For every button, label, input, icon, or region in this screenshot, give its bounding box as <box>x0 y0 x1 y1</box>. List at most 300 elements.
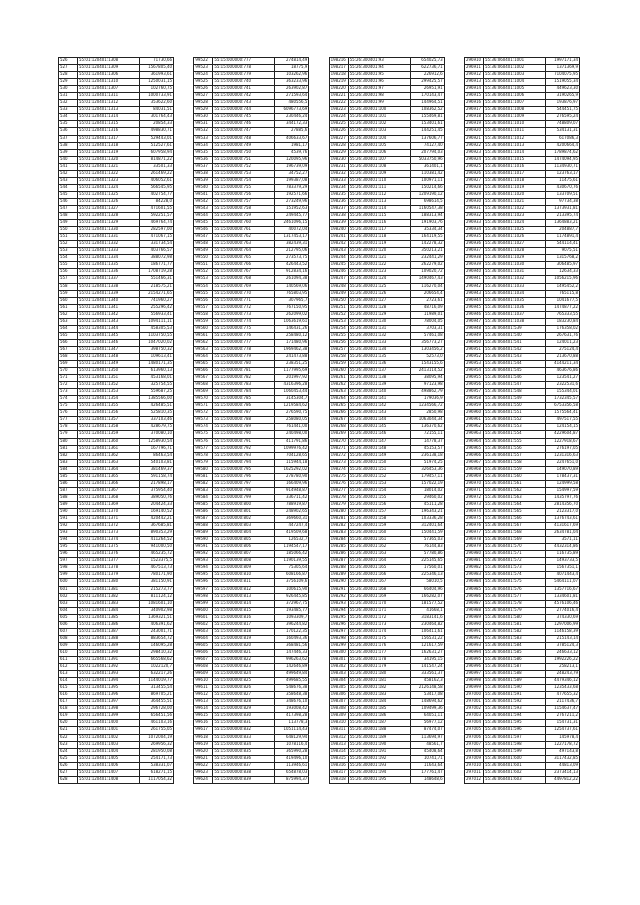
row-number-cell: 99565 <box>194 361 213 368</box>
table-row <box>194 671 309 678</box>
table-row <box>329 593 444 600</box>
cadastral-number-cell: 55:01:120401:1307 <box>78 86 140 93</box>
cadastral-number-cell: 55:01:120401:1351 <box>78 375 140 382</box>
value-cell: 38095,94 <box>410 375 444 382</box>
cadastral-number-cell: 55:36:060401:571 <box>483 551 545 558</box>
row-number-cell: 570 <box>59 368 78 375</box>
row-number-cell: 198268 <box>329 424 348 431</box>
cadastral-number-cell: 55:36:060401:586 <box>483 656 545 663</box>
cadastral-number-cell: 55:36:060401:579 <box>483 607 545 614</box>
value-cell: 1567805,40 <box>140 65 174 72</box>
table-row <box>194 621 309 628</box>
table-row <box>329 438 444 445</box>
value-cell: 1072004,19 <box>140 734 174 741</box>
row-number-cell: 612 <box>59 664 78 671</box>
cadastral-number-cell: 55:36:060401:540 <box>483 332 545 339</box>
value-cell: 890353,29 <box>140 530 174 537</box>
row-number-cell: 296947 <box>464 318 483 325</box>
row-number-cell: 198293 <box>329 600 348 607</box>
row-number-cell: 547 <box>59 205 78 212</box>
value-cell: 1997171,34 <box>545 58 579 65</box>
cadastral-number-cell: 55:01:120401:1323 <box>78 177 140 184</box>
row-number-cell: 296962 <box>464 424 483 431</box>
cadastral-number-cell: 55:15:000000:763 <box>213 241 275 248</box>
cadastral-number-cell: 55:36:060401:601 <box>483 762 545 769</box>
table-row <box>329 107 444 114</box>
table-row <box>194 487 309 494</box>
table-row <box>194 283 309 290</box>
table-row <box>329 699 444 706</box>
value-cell: 618271,15 <box>140 769 174 776</box>
row-number-cell: 99622 <box>194 762 213 769</box>
value-cell: 4576106,46 <box>545 600 579 607</box>
row-number-cell: 99568 <box>194 382 213 389</box>
value-cell: 57365,03 <box>410 537 444 544</box>
row-number-cell: 600 <box>59 579 78 586</box>
table-row <box>329 65 444 72</box>
row-number-cell: 296980 <box>464 551 483 558</box>
cadastral-number-cell: 55:26:300401:133 <box>348 339 410 346</box>
value-cell: 419496,10 <box>275 755 309 762</box>
value-cell: 193008,42 <box>275 706 309 713</box>
row-number-cell: 198251 <box>329 304 348 311</box>
table-row <box>59 58 174 65</box>
row-number-cell: 296938 <box>464 255 483 262</box>
value-cell: 471067,15 <box>140 234 174 241</box>
cadastral-number-cell: 55:36:060401:1007 <box>483 100 545 107</box>
value-cell: 155469,81 <box>410 114 444 121</box>
row-number-cell: 198315 <box>329 755 348 762</box>
row-number-cell: 533 <box>59 107 78 114</box>
cadastral-number-cell: 55:15:000000:817 <box>213 621 275 628</box>
value-cell: 110381,42 <box>410 170 444 177</box>
table-row <box>464 375 579 382</box>
table-row <box>59 699 174 706</box>
value-cell: 566545,95 <box>140 184 174 191</box>
table-row <box>329 283 444 290</box>
row-number-cell: 579 <box>59 431 78 438</box>
cadastral-number-cell: 55:36:060401:552 <box>483 417 545 424</box>
cadastral-number-cell: 55:36:060401:572 <box>483 558 545 565</box>
table-row <box>329 671 444 678</box>
row-number-cell: 198295 <box>329 614 348 621</box>
table-row <box>59 579 174 586</box>
row-number-cell: 296931 <box>464 205 483 212</box>
cadastral-number-cell: 55:26:300401:104 <box>348 135 410 142</box>
cadastral-number-cell: 55:01:120401:1402 <box>78 734 140 741</box>
row-number-cell: 198230 <box>329 156 348 163</box>
table-row <box>329 184 444 191</box>
value-cell: 2767211,2 <box>545 713 579 720</box>
row-number-cell: 99584 <box>194 494 213 501</box>
table-row <box>194 480 309 487</box>
cadastral-number-cell: 55:36:060401:600 <box>483 755 545 762</box>
value-cell: 1231316,63 <box>545 452 579 459</box>
row-number-cell: 99552 <box>194 269 213 276</box>
row-number-cell: 572 <box>59 382 78 389</box>
row-number-cell: 99604 <box>194 635 213 642</box>
cadastral-number-cell: 55:01:120401:1393 <box>78 671 140 678</box>
value-cell: 146095,28 <box>140 642 174 649</box>
cadastral-number-cell: 55:15:000000:838 <box>213 769 275 776</box>
row-number-cell: 99614 <box>194 706 213 713</box>
table-row <box>329 248 444 255</box>
table-row <box>59 664 174 671</box>
row-number-cell: 99562 <box>194 339 213 346</box>
table-row <box>194 558 309 565</box>
table-row <box>59 452 174 459</box>
value-cell: 353622,60 <box>140 100 174 107</box>
row-number-cell: 296936 <box>464 241 483 248</box>
table-row <box>464 516 579 523</box>
cadastral-number-cell: 55:01:120401:1395 <box>78 685 140 692</box>
value-cell: 477655,32 <box>545 692 579 699</box>
table-row <box>329 769 444 776</box>
cadastral-number-cell: 55:36:060401:582 <box>483 628 545 635</box>
row-number-cell: 297005 <box>464 727 483 734</box>
value-cell: 191903,76 <box>410 220 444 227</box>
cadastral-number-cell: 55:36:060401:1011 <box>483 128 545 135</box>
row-number-cell: 198224 <box>329 114 348 121</box>
row-number-cell: 99605 <box>194 642 213 649</box>
value-cell: 340902,98 <box>140 607 174 614</box>
cadastral-number-cell: 55:26:300401:173 <box>348 621 410 628</box>
table-row <box>329 255 444 262</box>
row-number-cell: 296942 <box>464 283 483 290</box>
row-number-cell: 99610 <box>194 678 213 685</box>
table-row <box>464 304 579 311</box>
value-cell: 181577,52 <box>410 600 444 607</box>
cadastral-number-cell: 55:36:060401:559 <box>483 466 545 473</box>
row-number-cell: 99611 <box>194 685 213 692</box>
row-number-cell: 198235 <box>329 191 348 198</box>
value-cell: 66404,96 <box>410 586 444 593</box>
value-cell: 278780,90 <box>275 473 309 480</box>
table-row <box>329 262 444 269</box>
cadastral-number-cell: 55:15:000000:814 <box>213 600 275 607</box>
value-cell: 326453,36 <box>410 466 444 473</box>
cadastral-number-cell: 55:01:120401:1386 <box>78 621 140 628</box>
table-row <box>194 255 309 262</box>
value-cell: 463676,86 <box>545 368 579 375</box>
table-row <box>194 635 309 642</box>
table-row <box>464 283 579 290</box>
row-number-cell: 198218 <box>329 72 348 79</box>
cadastral-number-cell: 55:36:060401:566 <box>483 516 545 523</box>
table-row <box>194 452 309 459</box>
cadastral-number-cell: 55:01:120401:1399 <box>78 713 140 720</box>
table-row <box>59 741 174 748</box>
value-cell: 225346,13 <box>410 572 444 579</box>
cadastral-number-cell: 55:01:120401:1403 <box>78 741 140 748</box>
row-number-cell: 198274 <box>329 466 348 473</box>
row-number-cell: 296960 <box>464 410 483 417</box>
table-row <box>194 191 309 198</box>
table-row <box>194 79 309 86</box>
cadastral-number-cell: 55:15:000000:760 <box>213 220 275 227</box>
value-cell: 1474877,22 <box>545 304 579 311</box>
value-cell: 141547,24 <box>410 664 444 671</box>
table-row <box>59 410 174 417</box>
cadastral-number-cell: 55:26:300401:150 <box>348 459 410 466</box>
table-row <box>464 135 579 142</box>
value-cell: 26951,91 <box>410 86 444 93</box>
cadastral-number-cell: 55:36:060401:554 <box>483 431 545 438</box>
cadastral-number-cell: 55:01:120401:1387 <box>78 628 140 635</box>
table-row <box>329 678 444 685</box>
cadastral-number-cell: 55:26:300401:136 <box>348 361 410 368</box>
row-number-cell: 198288 <box>329 565 348 572</box>
table-row <box>464 593 579 600</box>
row-number-cell: 198283 <box>329 530 348 537</box>
table-row <box>59 79 174 86</box>
row-number-cell: 198227 <box>329 135 348 142</box>
row-number-cell: 99571 <box>194 403 213 410</box>
value-cell: 748809,07 <box>545 121 579 128</box>
value-cell: 1490467,43 <box>410 276 444 283</box>
table-row <box>329 537 444 544</box>
table-row <box>329 776 444 783</box>
table-row <box>329 628 444 635</box>
row-number-cell: 296921 <box>464 135 483 142</box>
cadastral-number-cell: 55:01:120401:1361 <box>78 445 140 452</box>
table-row <box>329 410 444 417</box>
row-number-cell: 99609 <box>194 671 213 678</box>
cadastral-number-cell: 55:26:300401:162 <box>348 544 410 551</box>
cadastral-number-cell: 55:15:000000:809 <box>213 565 275 572</box>
value-cell: 767150,95 <box>275 304 309 311</box>
value-cell: 282597,00 <box>140 227 174 234</box>
value-cell: 116735,89 <box>545 551 579 558</box>
value-cell: 123541,27 <box>545 375 579 382</box>
cadastral-number-cell: 55:26:300401:190 <box>348 741 410 748</box>
value-cell: 254171,73 <box>140 755 174 762</box>
cadastral-number-cell: 55:36:060401:541 <box>483 339 545 346</box>
table-row <box>464 741 579 748</box>
table-row <box>194 100 309 107</box>
table-row <box>329 509 444 516</box>
row-number-cell: 198252 <box>329 311 348 318</box>
value-cell: 57780,86 <box>410 551 444 558</box>
row-number-cell: 296994 <box>464 649 483 656</box>
value-cell: 411791,86 <box>275 438 309 445</box>
value-cell: 100971,11 <box>410 177 444 184</box>
value-cell: 875994,37 <box>275 776 309 783</box>
table-row <box>329 220 444 227</box>
row-number-cell: 198289 <box>329 572 348 579</box>
table-row <box>194 551 309 558</box>
cadastral-number-cell: 55:26:300401:111 <box>348 184 410 191</box>
value-cell: 48716,09 <box>410 304 444 311</box>
row-number-cell: 99613 <box>194 699 213 706</box>
table-row <box>329 452 444 459</box>
row-number-cell: 198267 <box>329 417 348 424</box>
row-number-cell: 296932 <box>464 213 483 220</box>
cadastral-number-cell: 55:01:120401:1371 <box>78 516 140 523</box>
value-cell: 160493,36 <box>275 635 309 642</box>
table-row <box>329 213 444 220</box>
value-cell: 166409,96 <box>275 480 309 487</box>
value-cell: 267631,76 <box>545 332 579 339</box>
table-row <box>329 156 444 163</box>
cadastral-number-cell: 55:26:300401:168 <box>348 586 410 593</box>
table-row <box>59 382 174 389</box>
value-cell: 1567351,1 <box>545 565 579 572</box>
row-number-cell: 198279 <box>329 501 348 508</box>
value-cell: 249445,77 <box>275 213 309 220</box>
table-row <box>329 664 444 671</box>
value-cell: 1435797,76 <box>545 494 579 501</box>
value-cell: 106411,61 <box>410 628 444 635</box>
table-row <box>464 346 579 353</box>
cadastral-number-cell: 55:15:000000:836 <box>213 755 275 762</box>
cadastral-number-cell: 55:01:120401:1373 <box>78 530 140 537</box>
value-cell: 1371369,9 <box>545 65 579 72</box>
table-row <box>464 368 579 375</box>
cadastral-number-cell: 55:36:060401:546 <box>483 375 545 382</box>
table-row <box>329 565 444 572</box>
value-cell: 1227178,72 <box>545 741 579 748</box>
value-cell: 258213,1 <box>545 664 579 671</box>
value-cell: 361993,61 <box>140 72 174 79</box>
cadastral-number-cell: 55:01:120401:1365 <box>78 473 140 480</box>
value-cell: 170143,47 <box>410 93 444 100</box>
value-cell: 3117432,85 <box>545 755 579 762</box>
table-row <box>59 121 174 128</box>
cadastral-number-cell: 55:36:060401:547 <box>483 382 545 389</box>
table-row <box>464 635 579 642</box>
row-number-cell: 99529 <box>194 107 213 114</box>
value-cell: 164119,55 <box>410 234 444 241</box>
table-row <box>329 318 444 325</box>
value-cell: 140569,06 <box>275 283 309 290</box>
row-number-cell: 529 <box>59 79 78 86</box>
cadastral-number-cell: 55:15:000000:833 <box>213 734 275 741</box>
value-cell: 40072,04 <box>275 227 309 234</box>
row-number-cell: 198226 <box>329 128 348 135</box>
cadastral-number-cell: 55:01:120401:1376 <box>78 551 140 558</box>
cadastral-number-cell: 55:15:000000:779 <box>213 72 275 79</box>
cadastral-number-cell: 55:26:300401:125 <box>348 283 410 290</box>
cadastral-number-cell: 55:01:120401:1348 <box>78 353 140 360</box>
row-number-cell: 198307 <box>329 699 348 706</box>
value-cell: 548676,38 <box>275 685 309 692</box>
value-cell: 113694,97 <box>410 734 444 741</box>
row-number-cell: 198228 <box>329 142 348 149</box>
row-number-cell: 198255 <box>329 332 348 339</box>
cadastral-number-cell: 55:01:120401:1322 <box>78 170 140 177</box>
table-row <box>59 769 174 776</box>
row-number-cell: 99577 <box>194 445 213 452</box>
cadastral-number-cell: 55:01:120401:1317 <box>78 135 140 142</box>
cadastral-number-cell: 55:26:300401:148 <box>348 445 410 452</box>
cadastral-number-cell: 55:15:000000:748 <box>213 135 275 142</box>
row-number-cell: 576 <box>59 410 78 417</box>
table-row <box>464 656 579 663</box>
table-row <box>59 649 174 656</box>
table-row <box>329 58 444 65</box>
value-cell: 1334601,81 <box>545 593 579 600</box>
value-cell: 2117436,7 <box>545 699 579 706</box>
value-cell: 1190139,55 <box>275 558 309 565</box>
value-cell: 57461,08 <box>410 332 444 339</box>
cadastral-number-cell: 55:26:300401:183 <box>348 692 410 699</box>
table-row <box>464 72 579 79</box>
row-number-cell: 297007 <box>464 741 483 748</box>
value-cell: 540103,81 <box>140 459 174 466</box>
value-cell: 665568,62 <box>140 656 174 663</box>
value-cell: 406052,61 <box>140 177 174 184</box>
value-cell: 1625292,02 <box>275 466 309 473</box>
cadastral-number-cell: 55:26:300401:147 <box>348 438 410 445</box>
row-number-cell: 198318 <box>329 776 348 783</box>
row-number-cell: 198263 <box>329 389 348 396</box>
cadastral-number-cell: 55:15:000000:823 <box>213 664 275 671</box>
row-number-cell: 198277 <box>329 487 348 494</box>
cadastral-number-cell: 55:26:300401:127 <box>348 297 410 304</box>
cadastral-number-cell: 55:15:000000:741 <box>213 86 275 93</box>
row-number-cell: 530 <box>59 86 78 93</box>
table-row <box>59 720 174 727</box>
value-cell: 1523375,5 <box>140 558 174 565</box>
cadastral-number-cell: 55:26:300401:184 <box>348 699 410 706</box>
table-row <box>464 184 579 191</box>
row-number-cell: 99586 <box>194 509 213 516</box>
row-number-cell: 99550 <box>194 255 213 262</box>
row-number-cell: 99556 <box>194 297 213 304</box>
table-row <box>59 389 174 396</box>
row-number-cell: 296983 <box>464 572 483 579</box>
table-row <box>59 262 174 269</box>
table-row <box>194 523 309 530</box>
row-number-cell: 611 <box>59 656 78 663</box>
value-cell: 133709,51 <box>545 191 579 198</box>
row-number-cell: 198284 <box>329 537 348 544</box>
cadastral-number-cell: 55:01:120401:1407 <box>78 769 140 776</box>
cadastral-number-cell: 55:01:120401:1366 <box>78 480 140 487</box>
value-cell: 193485,77 <box>275 607 309 614</box>
table-row <box>464 241 579 248</box>
value-cell: 178437,31 <box>545 473 579 480</box>
table-block-1 <box>58 57 174 784</box>
table-row <box>59 135 174 142</box>
row-number-cell: 198294 <box>329 607 348 614</box>
row-number-cell: 587 <box>59 487 78 494</box>
value-cell: 783379,29 <box>275 184 309 191</box>
value-cell: 3183141,6 <box>410 614 444 621</box>
value-cell: 2247651,0 <box>545 459 579 466</box>
table-row <box>464 748 579 755</box>
row-number-cell: 99540 <box>194 184 213 191</box>
row-number-cell: 624 <box>59 748 78 755</box>
table-row <box>329 269 444 276</box>
value-cell: 499649,84 <box>275 671 309 678</box>
table-row <box>194 269 309 276</box>
cadastral-number-cell: 55:01:120401:1397 <box>78 699 140 706</box>
row-number-cell: 588 <box>59 494 78 501</box>
table-row <box>59 494 174 501</box>
row-number-cell: 618 <box>59 706 78 713</box>
value-cell: 559687,25 <box>140 389 174 396</box>
value-cell: 372967,75 <box>275 600 309 607</box>
row-number-cell: 99566 <box>194 368 213 375</box>
table-row <box>464 706 579 713</box>
value-cell: 417398,28 <box>275 713 309 720</box>
value-cell: 1078116,4 <box>275 741 309 748</box>
cadastral-number-cell: 55:36:060401:603 <box>483 776 545 783</box>
value-cell: 154731,31 <box>545 720 579 727</box>
cadastral-number-cell: 55:01:120401:1340 <box>78 297 140 304</box>
